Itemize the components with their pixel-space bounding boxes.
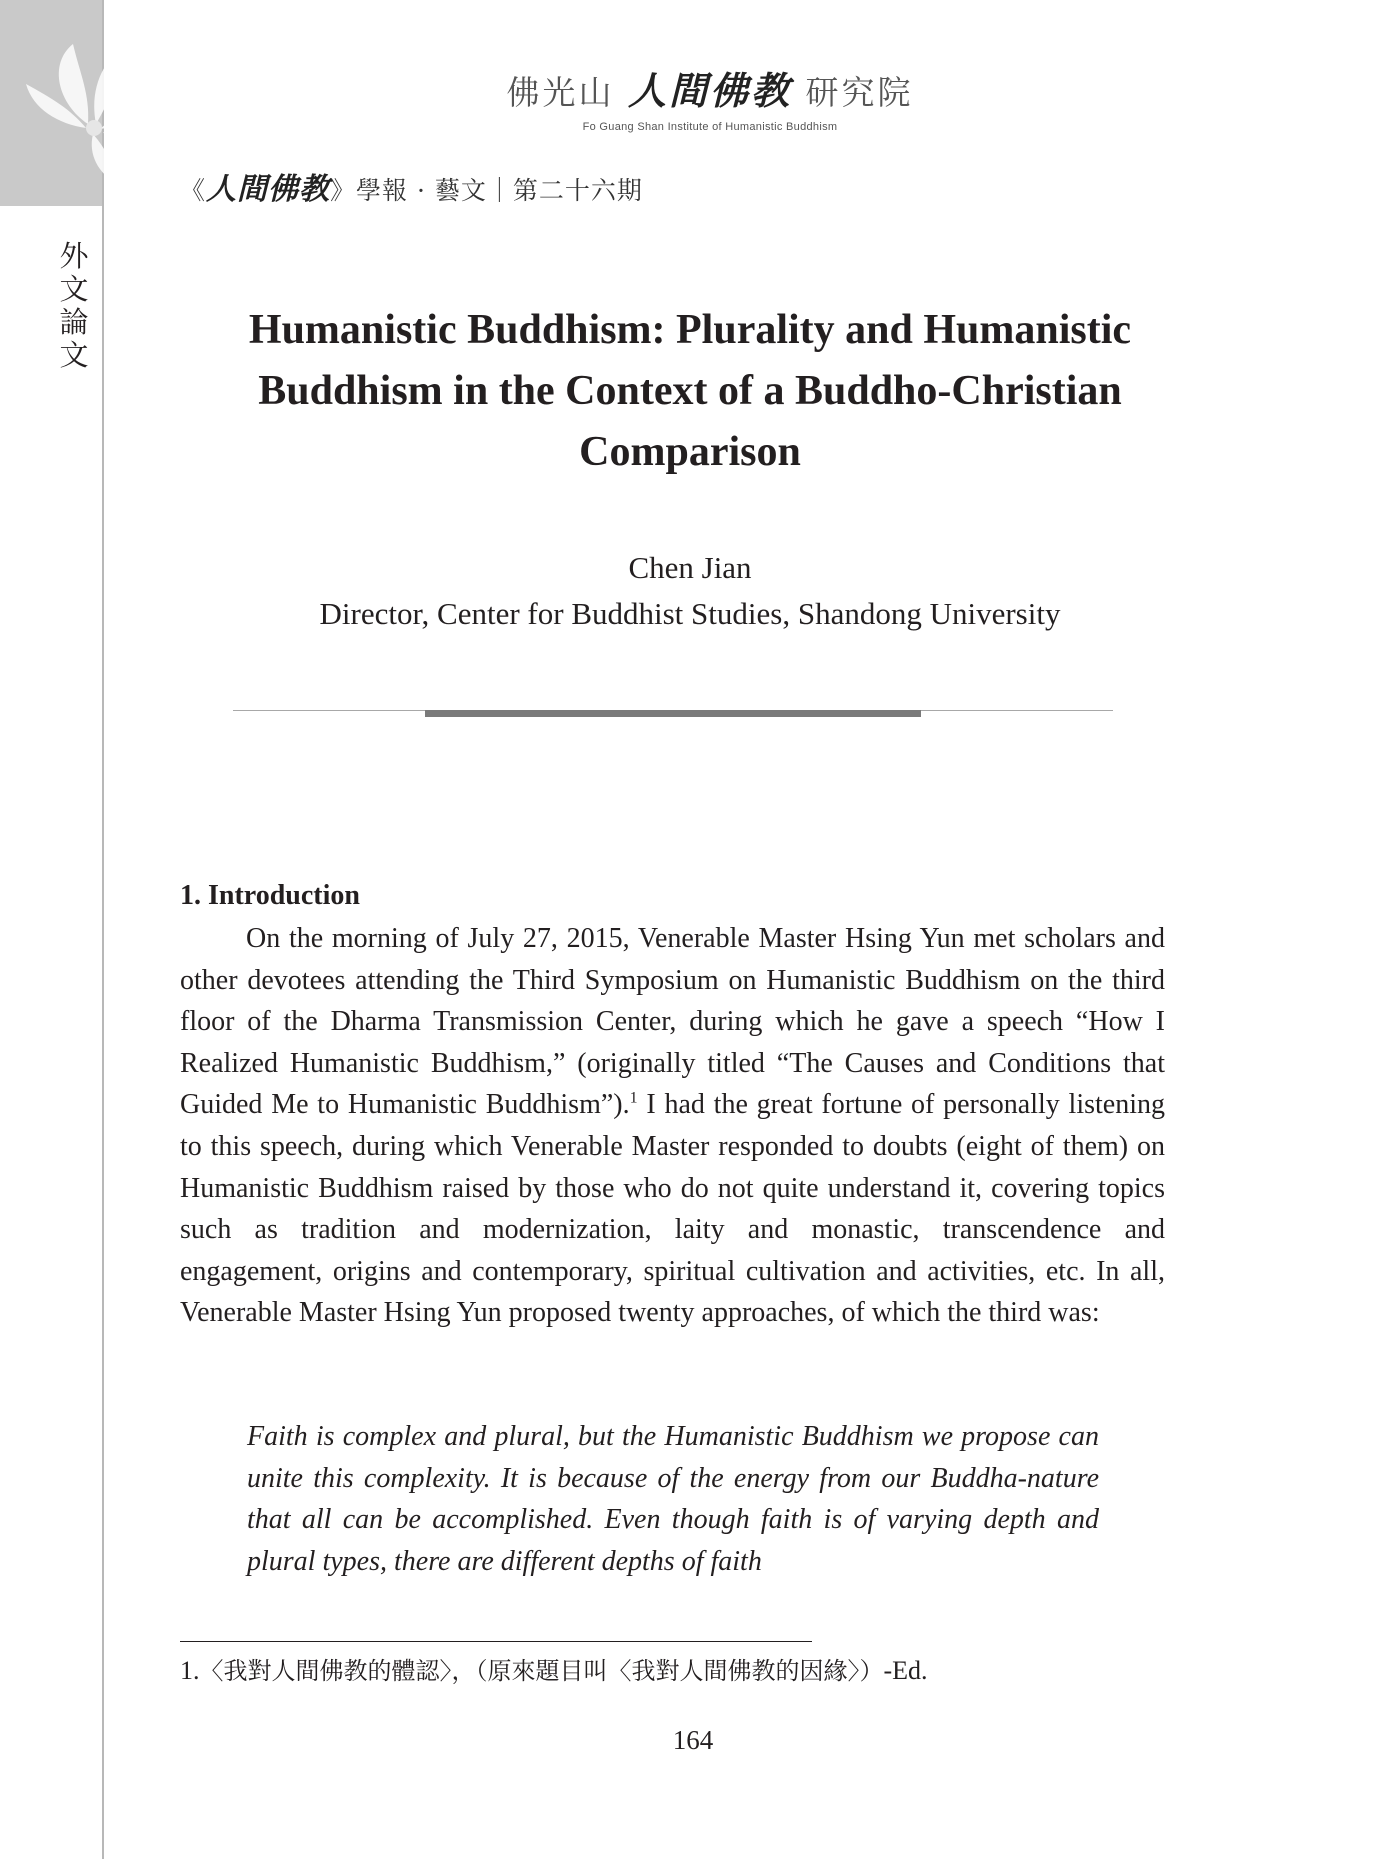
side-label-char: 外 [59, 239, 89, 273]
side-label-char: 論 [59, 305, 89, 339]
journal-bracket-open: 《 [180, 176, 207, 205]
side-label-char: 文 [59, 338, 89, 372]
institute-name-en: Fo Guang Shan Institute of Humanistic Buddhism [582, 121, 838, 133]
page-number: 164 [672, 1725, 714, 1755]
title-line: Comparison [579, 429, 801, 475]
title-separator-thick [425, 710, 921, 717]
paragraph-text-continued: I had the great fortune of personally listening to this speech, during which Venerable Master responded to doubts (eight of them) on Humanistic Buddhism raised by those who do not quite understand it, covering topics such as tradition and modernization, laity and monastic, transcendence and engagement, origins and contemporary, spiritual cultivation and activities, etc. In all, Venerable Master Hsing Yun proposed twenty approaches, of which the third was: [180, 1089, 1165, 1329]
author-affiliation: Director, Center for Buddhist Studies, Shandong University [319, 596, 1061, 631]
footnote-marker[interactable]: 1 [629, 1090, 638, 1108]
side-label-char: 文 [59, 272, 89, 306]
institute-name-cn [470, 60, 950, 115]
footnote-number: 1. [180, 1656, 200, 1685]
journal-running-header [180, 164, 643, 208]
left-vertical-rule [102, 0, 104, 1859]
footnote [180, 1651, 1180, 1686]
footnote-rule [180, 1641, 812, 1642]
institute-prefix: 佛光山 [506, 73, 615, 112]
intro-paragraph [180, 918, 1165, 1334]
block-quote: Faith is complex and plural, but the Humanistic Buddhism we propose can unite this complexity. It is because of the energy from our Buddha-nature that all can be accomplished. Even though faith is of varying depth and plural types, there are different depths of faith [247, 1421, 1099, 1577]
footnote-text: 〈我對人間佛教的體認〉，（原來題目叫〈我對人間佛教的因緣〉） [199, 1657, 884, 1685]
institute-suffix: 研究院 [805, 73, 914, 112]
paper-title [170, 300, 1210, 483]
title-line: Buddhism in the Context of a Buddho-Christian [258, 368, 1122, 414]
paragraph-text: On the morning of July 27, 2015, Venerable Master Hsing Yun met scholars and other devotees attending the Third Symposium on Humanistic Buddhism on the third floor of the Dharma Transmission Center, during which he gave a speech “How I Realized Humanistic Buddhism,” (originally titled “The Causes and Conditions that Guided Me to Humanistic Buddhism”). [180, 923, 1165, 1121]
journal-issue: 》學報 · 藝文｜第二十六期 [330, 176, 643, 205]
section-side-label [52, 240, 96, 372]
footnote-suffix: -Ed. [883, 1656, 928, 1685]
section-heading: 1. Introduction [180, 880, 360, 911]
title-line: Humanistic Buddhism: Plurality and Humanistic [248, 307, 1132, 353]
institute-header [470, 60, 950, 133]
institute-calligraphy-logo: 人間佛教 [627, 69, 792, 113]
author-name: Chen Jian [628, 550, 752, 585]
journal-calligraphy-title: 人間佛教 [206, 172, 331, 207]
